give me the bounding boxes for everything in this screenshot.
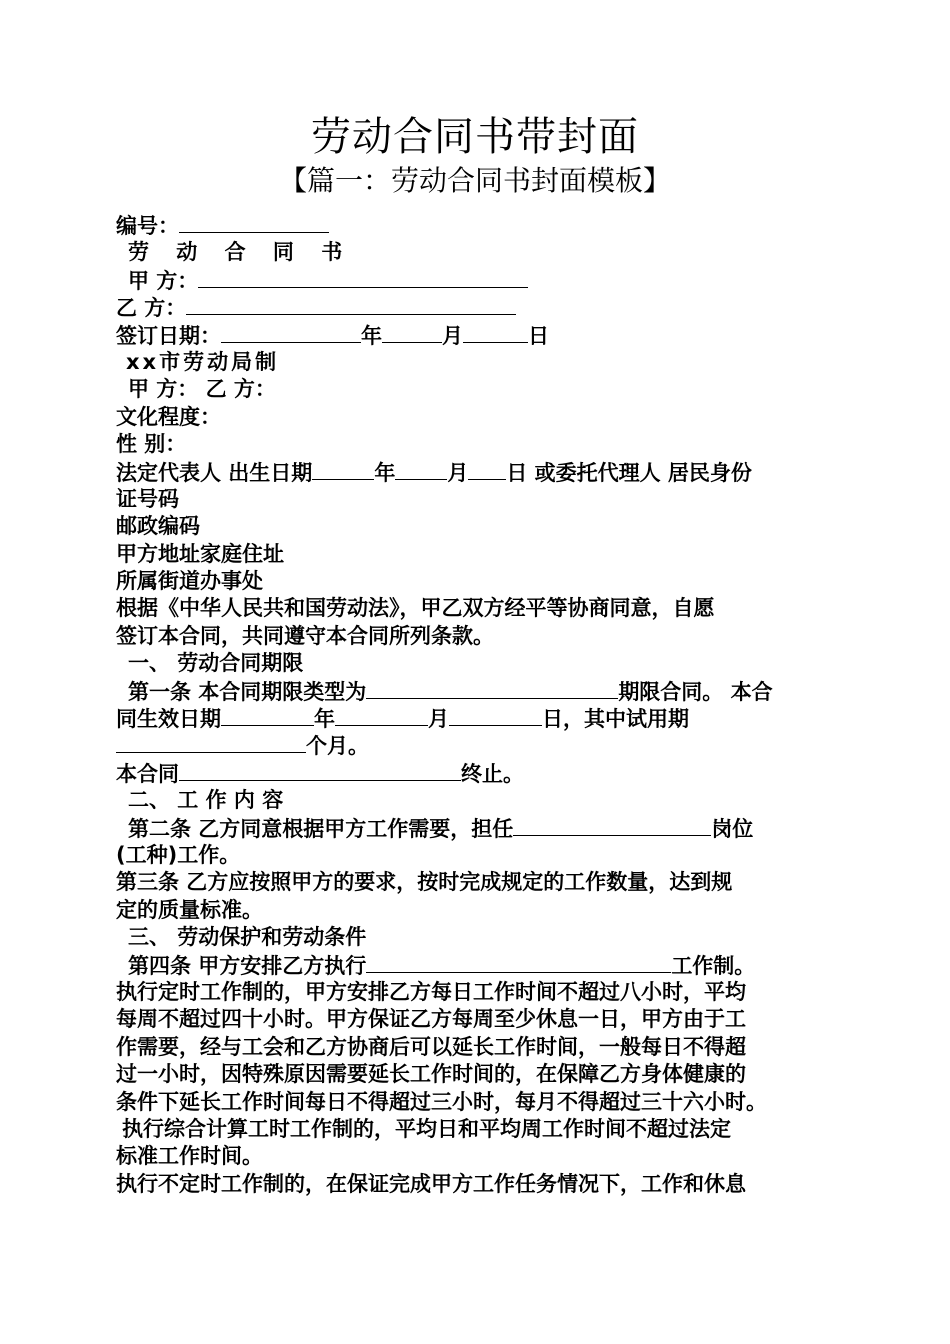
year-text: 年 — [361, 323, 382, 348]
party-b-line — [116, 294, 846, 321]
article-3-line-2: 定的质量标准。 — [116, 897, 263, 922]
article-4-line-7: 执行综合计算工时工作制的，平均日和平均周工作时间不超过法定 — [122, 1116, 731, 1141]
sign-date-label: 签订日期： — [116, 323, 221, 348]
article-4-line-5: 过一小时，因特殊原因需要延长工作时间的，在保障乙方身体健康的 — [116, 1062, 746, 1087]
gender-line: 性 别： — [116, 432, 187, 457]
month-text: 月 — [428, 707, 449, 732]
month-text: 月 — [442, 323, 463, 348]
document-subtitle: 【篇一：劳动合同书封面模板】 — [278, 164, 671, 197]
parties-line: 甲 方： 乙 方： — [128, 377, 276, 402]
document-title: 劳动合同书带封面 — [311, 114, 639, 160]
party-b-label: 乙 方： — [116, 296, 187, 321]
year-text: 年 — [374, 460, 396, 485]
sign-year-blank — [221, 322, 361, 343]
party-a-label: 甲 方： — [128, 268, 199, 293]
article-2-line-1 — [116, 815, 846, 842]
article-2-text: 第二条 乙方同意根据甲方工作需要，担任 — [128, 816, 514, 841]
birth-year-blank — [312, 459, 374, 480]
probation-label: 日，其中试用期 — [542, 707, 689, 732]
contract-body — [116, 212, 846, 1198]
article-1-line-3 — [116, 732, 846, 759]
birth-day-blank — [468, 459, 506, 480]
article-4-line-1 — [116, 952, 846, 979]
article-4-line-3: 每周不超过四十小时。甲方保证乙方每周至少休息一日，甲方由于工 — [116, 1007, 746, 1032]
article-4-line-2: 执行定时工作制的，甲方安排乙方每日工作时间不超过八小时，平均 — [116, 979, 746, 1004]
article-4-line-8: 标准工作时间。 — [116, 1144, 263, 1169]
contract-end-blank — [179, 760, 461, 781]
effective-day-blank — [449, 705, 542, 726]
contract-number-line — [116, 212, 846, 239]
sign-month-blank — [382, 322, 442, 343]
section-3-heading: 三、 劳动保护和劳动条件 — [128, 925, 367, 950]
termination-text: 终止。 — [461, 761, 524, 786]
section-1-heading: 一、 劳动合同期限 — [128, 651, 304, 676]
party-a-line — [116, 267, 846, 294]
birth-month-blank — [395, 459, 447, 480]
day-text: 日 — [528, 323, 549, 348]
contract-heading — [116, 239, 846, 266]
year-text: 年 — [314, 707, 335, 732]
article-4-line-9: 执行不定时工作制的，在保证完成甲方工作任务情况下，工作和休息 — [116, 1171, 746, 1196]
month-text: 月 — [447, 460, 469, 485]
article-2-line-2: (工种)工作。 — [116, 842, 241, 867]
legal-rep-label: 法定代表人 出生日期 — [116, 460, 313, 485]
article-1-text: 第一条 本合同期限类型为 — [128, 679, 367, 704]
article-1-line-2 — [116, 705, 846, 732]
sign-day-blank — [463, 322, 528, 343]
party-b-blank — [186, 294, 516, 315]
id-number-line: 证号码 — [116, 486, 179, 511]
street-office-line: 所属街道办事处 — [116, 569, 263, 594]
article-1-line-1 — [116, 678, 846, 705]
postal-code-line: 邮政编码 — [116, 514, 200, 539]
contract-end-label: 本合同 — [116, 761, 179, 786]
education-line: 文化程度： — [116, 404, 221, 429]
effective-date-label: 同生效日期 — [116, 707, 221, 732]
legal-rep-line — [116, 459, 846, 486]
contract-number-blank — [179, 212, 329, 233]
effective-year-blank — [221, 705, 314, 726]
position-text: 岗位 — [711, 816, 754, 841]
article-4-line-4: 作需要，经与工会和乙方协商后可以延长工作时间，一般每日不得超 — [116, 1034, 746, 1059]
months-text: 个月。 — [306, 734, 369, 759]
work-system-text: 工作制。 — [671, 953, 756, 978]
contract-type-blank — [366, 678, 618, 699]
work-system-blank — [366, 952, 671, 973]
contract-number-label: 编号： — [116, 214, 179, 238]
section-2-heading: 二、 工 作 内 容 — [128, 788, 284, 813]
effective-month-blank — [335, 705, 428, 726]
preamble-line-2: 签订本合同，共同遵守本合同所列条款。 — [116, 623, 494, 648]
contract-heading-text: 劳 动 合 同 书 — [128, 240, 353, 265]
position-blank — [513, 815, 711, 836]
article-4-text: 第四条 甲方安排乙方执行 — [128, 953, 367, 978]
party-a-blank — [198, 267, 528, 288]
preamble-line-1: 根据《中华人民共和国劳动法》，甲乙双方经平等协商同意，自愿 — [116, 596, 715, 621]
sign-date-line — [116, 322, 846, 349]
article-1-text-2: 期限合同。 本合 — [618, 679, 773, 704]
article-3-line-1: 第三条 乙方应按照甲方的要求，按时完成规定的工作数量，达到规 — [116, 870, 733, 895]
issuer-line: xx市劳动局制 — [126, 349, 280, 374]
contract-end-line — [116, 760, 846, 787]
article-4-line-6: 条件下延长工作时间每日不得超过三小时，每月不得超过三十六小时。 — [116, 1089, 767, 1114]
probation-blank — [116, 732, 306, 753]
agent-label: 日 或委托代理人 居民身份 — [506, 460, 752, 485]
address-line: 甲方地址家庭住址 — [116, 541, 284, 566]
